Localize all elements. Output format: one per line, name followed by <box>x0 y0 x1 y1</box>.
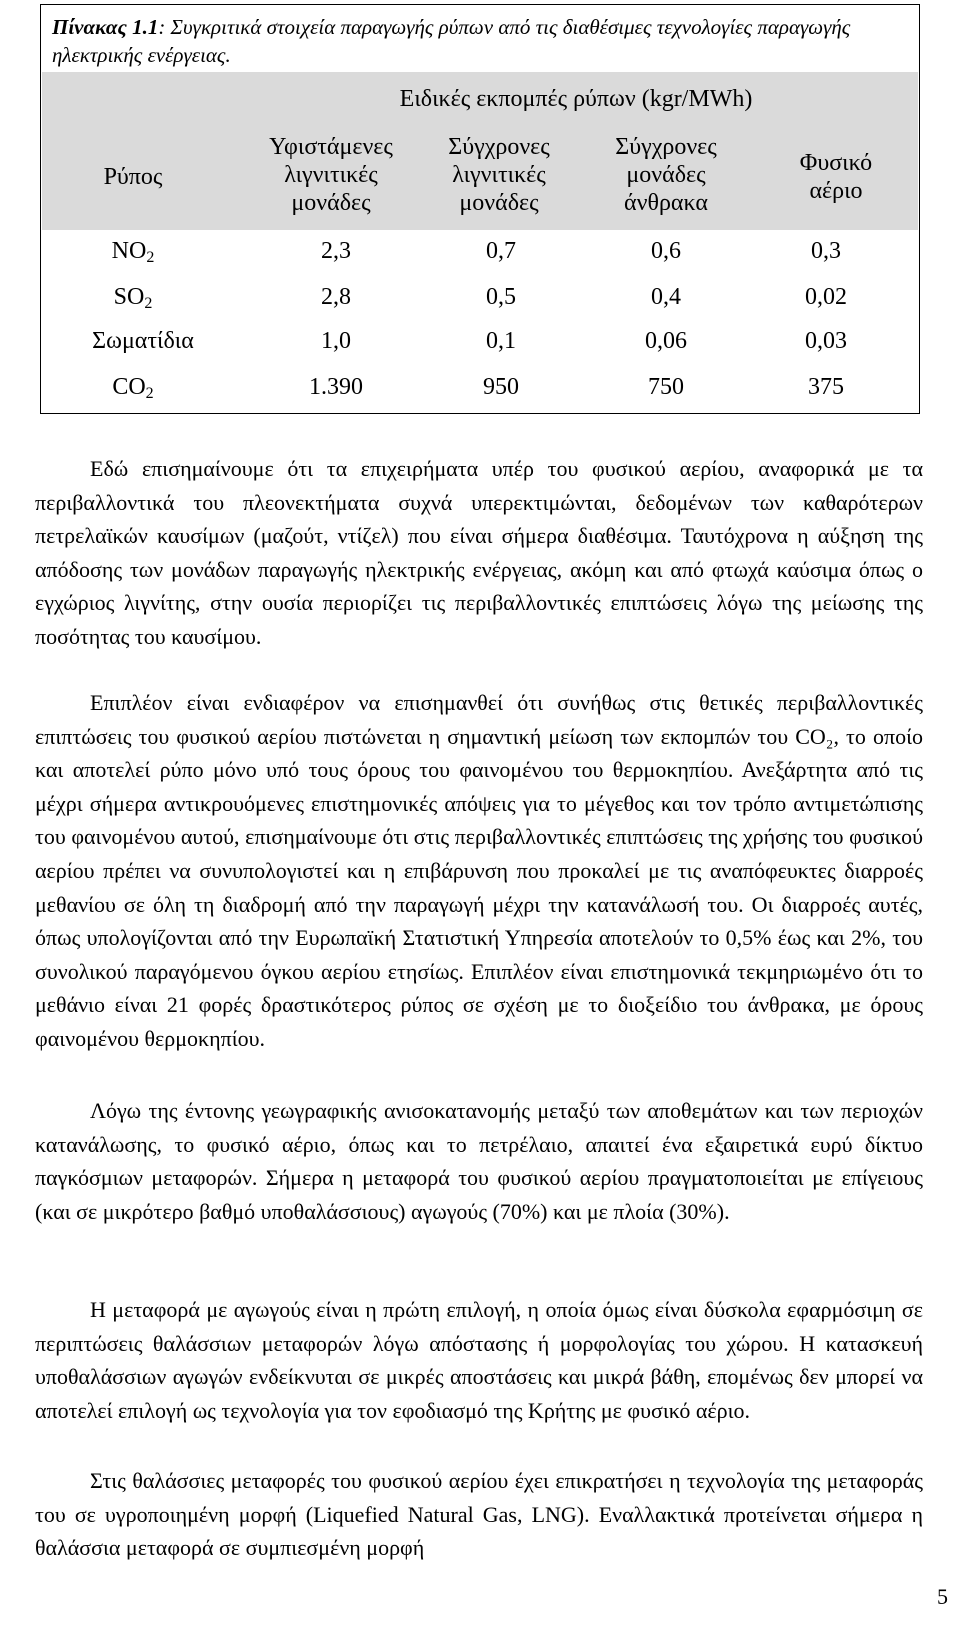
pollutant-subscript: 2 <box>146 249 155 266</box>
paragraph-1: Εδώ επισημαίνουμε ότι τα επιχειρήματα υπέρ του φυσικού αερίου, αναφορικά με τα περιβαλλοντικά του πλεονεκτήματα συχνά υπερεκτιμώνται, δεδομένων των καθαρότερων πετρελαϊκών καυσίμων (μαζούτ, ντίζελ) που είναι σήμερα διαθέσιμα. Ταυτόχρονα η αύξηση της απόδοσης των μονάδων παραγωγής ηλεκτρικής ενέργειας, ακόμη και από φτωχά καύσιμα όπως ο εγχώριος λιγνίτης, στην ουσία περιορίζει τις περιβαλλοντικές επιπτώσεις λόγω της μείωσης της ποσότητας του καυσίμου. <box>35 456 923 649</box>
paragraph-3: Λόγω της έντονης γεωγραφικής ανισοκατανομής μεταξύ των αποθεμάτων και των περιοχών κατανάλωσης, το φυσικό αέριο, όπως και το πετρέλαιο, απαιτεί ένα εξαιρετικά ευρύ δίκτυο παγκόσμιων μεταφορών. Σήμερα η μεταφορά του φυσικού αερίου πραγματοποιείται με επίγειους (και σε μικρότερο βαθμό υποθαλάσσιους) αγωγούς (70%) και με πλοία (30%). <box>35 1098 923 1224</box>
pollutant-name: SO <box>113 284 145 310</box>
cell-value: 1,0 <box>321 328 351 354</box>
col-header-line: μονάδες <box>291 190 371 216</box>
cell-value: 0,03 <box>805 328 847 354</box>
cell-value: 0,4 <box>651 284 681 310</box>
col-header-line: μονάδες <box>626 162 706 188</box>
col-header-line: Σύγχρονες <box>615 134 717 160</box>
pollutant-subscript: 2 <box>144 295 153 312</box>
cell-value: 0,6 <box>651 238 681 264</box>
cell-value: 950 <box>483 374 519 400</box>
row-pollutant <box>63 373 203 401</box>
col-header-line: αέριο <box>809 178 863 204</box>
cell-value: 0,02 <box>805 284 847 310</box>
cell-value: 1.390 <box>309 374 363 400</box>
pollutant-name: Σωματίδια <box>92 328 194 354</box>
row-pollutant <box>63 327 223 355</box>
col-header-line: Υφιστάμενες <box>269 134 393 160</box>
table-caption <box>52 13 912 69</box>
paragraph-4: Η μεταφορά με αγωγούς είναι η πρώτη επιλογή, η οποία όμως είναι δύσκολα εφαρμόσιμη σε περιπτώσεις θαλάσσιων μεταφορών λόγω απόστασης ή μορφολογίας του χώρου. Η κατασκευή υποθαλάσσιων αγωγών ενδείκνυται σε μικρές αποστάσεις και μικρά βάθη, επομένως δεν μπορεί να αποτελεί επιλογή ως τεχνολογία για τον εφοδιασμό της Κρήτης με φυσικό αέριο. <box>35 1297 923 1423</box>
paragraph-2: Επιπλέον είναι ενδιαφέρον να επισημανθεί ότι συνήθως στις θετικές περιβαλλοντικές επιπτώσεις του φυσικού αερίου πιστώνεται η σημαντική μείωση των εκπομπών του CO₂, το οποίο και αποτελεί ρύπο μόνο υπό τους όρους του φαινομένου του θερμοκηπίου. Ανεξάρτητα από τις μέχρι σήμερα αντικρουόμενες επιστημονικές απόψεις για το μέγεθος και τον τρόπο αντιμετώπισης του φαινομένου αυτού, επισημαίνουμε ότι στις περιβαλλοντικές επιπτώσεις της χρήσης του φυσικού αερίου πρέπει να συνυπολογιστεί και η επιβάρυνση που προκαλεί με τις αναπόφευκτες διαρροές μεθανίου σε όλη τη διαδρομή από την παραγωγή μέχρι την κατανάλωσή του. Οι διαρροές αυτές, όπως υπολογίζονται από την Ευρωπαϊκή Στατιστική Υπηρεσία αποτελούν το 0,5% έως και 2%, του συνολικού παραγόμενου όγκου αερίου ετησίως. Επιπλέον είναι επιστημονικά τεκμηριωμένο ότι το μεθάνιο είναι 21 φορές δραστικότερος ρύπος σε σχέση με το διοξείδιο του άνθρακα, με όρους φαινομένου θερμοκηπίου. <box>35 690 923 1051</box>
col-header-pollutant: Ρύπος <box>103 164 163 190</box>
pollutant-name: NO <box>111 238 147 264</box>
col-header-modern-lignite <box>419 133 579 217</box>
paragraph-5: Στις θαλάσσιες μεταφορές του φυσικού αερίου έχει επικρατήσει η τεχνολογία της μεταφοράς του σε υγροποιημένη μορφή (Liquefied Natural Gas, LNG). Εναλλακτικά προτείνεται σήμερα η θαλάσσια μεταφορά σε συμπιεσμένη μορφή <box>35 1468 923 1561</box>
emissions-table <box>40 4 920 414</box>
pollutant-name: CO <box>112 374 146 400</box>
group-header: Ειδικές εκπομπές ρύπων (kgr/MWh) <box>399 86 753 112</box>
row-pollutant <box>63 237 203 265</box>
col-header-line: λιγνιτικές <box>452 162 546 188</box>
col-header-line: μονάδες <box>459 190 539 216</box>
col-header-line: Φυσικό <box>799 150 873 176</box>
col-header-natural-gas <box>756 149 916 205</box>
col-header-existing-lignite <box>251 133 411 217</box>
cell-value: 0,1 <box>486 328 516 354</box>
page-number: 5 <box>937 1584 948 1609</box>
pollutant-subscript: 2 <box>145 385 154 402</box>
cell-value: 0,5 <box>486 284 516 310</box>
cell-value: 2,3 <box>321 238 351 264</box>
col-header-line: άνθρακα <box>624 190 708 216</box>
cell-value: 750 <box>648 374 684 400</box>
cell-value: 0,06 <box>645 328 687 354</box>
col-header-line: λιγνιτικές <box>284 162 378 188</box>
table-caption-text: : Συγκριτικά στοιχεία παραγωγής ρύπων από τις διαθέσιμες τεχνολογίες παραγωγής ηλεκτρικής ενέργειας. <box>52 15 851 67</box>
table-caption-label: Πίνακας 1.1 <box>52 15 159 39</box>
row-pollutant <box>63 283 203 311</box>
col-header-line: Σύγχρονες <box>448 134 550 160</box>
cell-value: 2,8 <box>321 284 351 310</box>
cell-value: 0,3 <box>811 238 841 264</box>
cell-value: 0,7 <box>486 238 516 264</box>
cell-value: 375 <box>808 374 844 400</box>
col-header-modern-coal <box>581 133 751 217</box>
